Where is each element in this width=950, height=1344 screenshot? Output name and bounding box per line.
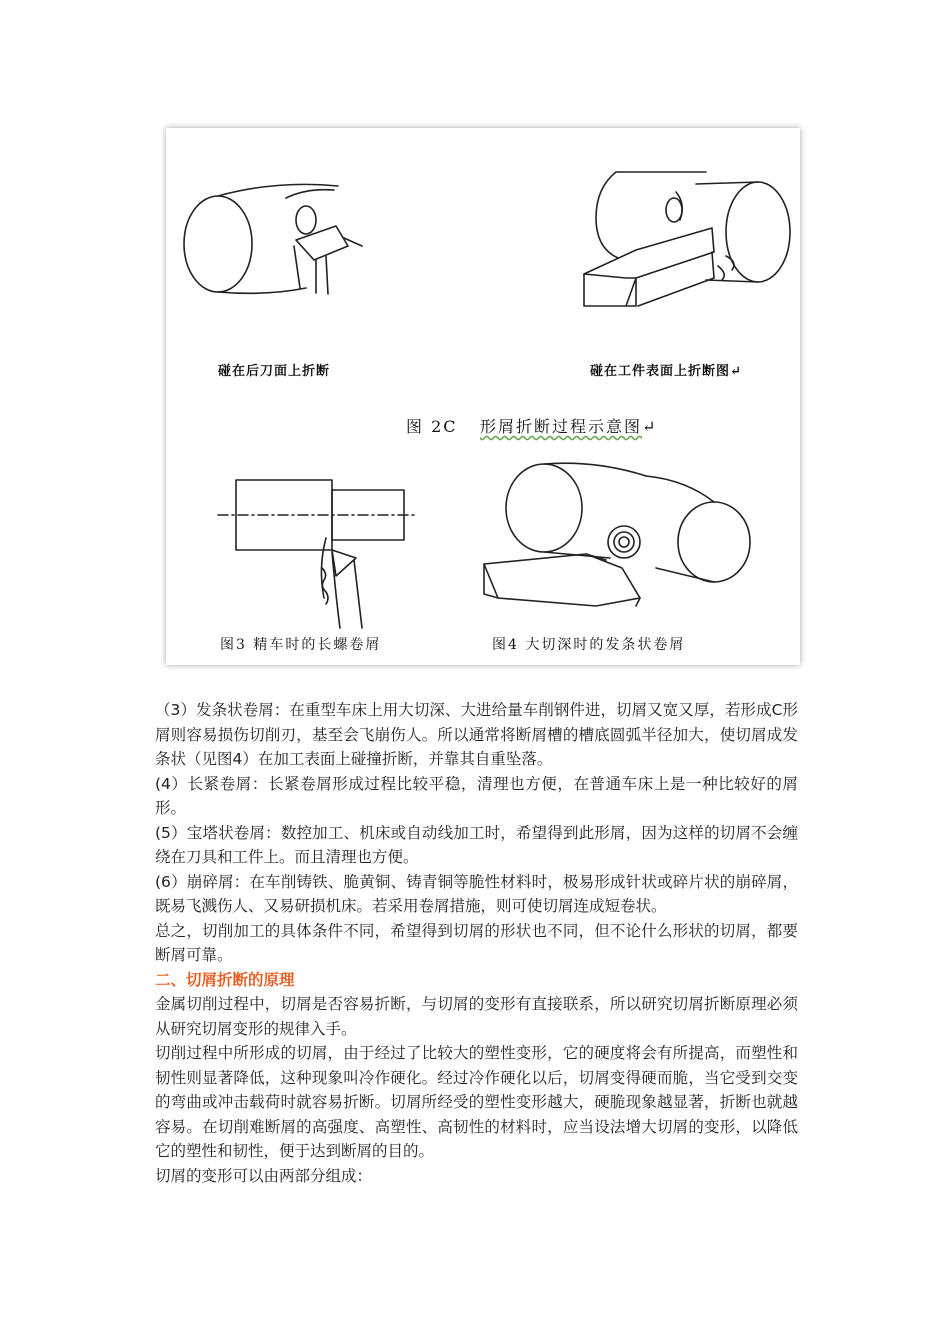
article-body (155, 698, 798, 1188)
paragraph-principle-intro: 金属切削过程中，切屑是否容易折断，与切屑的变形有直接联系，所以研究切屑折断原理必须从研究切屑变形的规律入手。 (155, 995, 798, 1038)
caption-long-spiral: 图3 精车时的长螺卷屑 (220, 637, 382, 653)
chip-breaking-figure (166, 128, 800, 665)
paragraph-long-tight-chip: (4）长紧卷屑：长紧卷屑形成过程比较平稳，清理也方便，在普通车床上是一种比较好的屑形。 (155, 774, 798, 817)
figure-title: 形屑折断过程示意图↵ (480, 417, 658, 436)
sketch-flank-break (184, 184, 362, 294)
paragraph-broken-chip: (6）崩碎屑：在车削铸铁、脆黄铜、铸青铜等脆性材料时，极易形成针状或碎片状的崩碎屑，既易飞溅伤人、又易研损机床。若采用卷屑措施，则可使切屑连成短卷状。 (155, 872, 798, 915)
paragraph-summary: 总之，切削加工的具体条件不同，希望得到切屑的形状也不同，但不论什么形状的切屑，都要断屑可靠。 (155, 921, 798, 964)
paragraph-pagoda-chip: (5）宝塔状卷屑：数控加工、机床或自动线加工时，希望得到此形屑，因为这样的切屑不会缠绕在刀具和工件上。而且清理也方便。 (155, 823, 798, 866)
figure-number: 图 2C (406, 417, 458, 436)
paragraph-spring-chip: （3）发条状卷屑：在重型车床上用大切深、大进给量车削钢件进，切屑又宽又厚，若形成C形屑则容易损伤切削刃，基至会飞崩伤人。所以通常将断屑槽的槽底圆弧半径加大，使切屑成发条状（见图4）在加工表面上碰撞折断，并靠其自重坠落。 (155, 701, 798, 768)
caption-surface-break: 碰在工件表面上折断图↵ (590, 364, 742, 379)
paragraph-deformation-parts: 切屑的变形可以由两部分组成： (155, 1166, 373, 1185)
sketch-surface-break (584, 172, 790, 306)
section-heading: 二、切屑折断的原理 (155, 970, 295, 989)
caption-flank-break: 碰在后刀面上折断 (218, 364, 331, 379)
caption-spring-chip: 图4 大切深时的发条状卷屑 (492, 637, 686, 653)
paragraph-work-hardening: 切削过程中所形成的切屑，由于经过了比较大的塑性变形，它的硬度将会有所提高，而塑性和韧性则显著降低，这种现象叫冷作硬化。经过冷作硬化以后，切屑变得硬而脆，当它受到交变的弯曲或冲击载荷时就容易折断。切屑所经受的塑性变形越大，硬脆现象越显著，折断也就越容易。在切削难断屑的高强度、高塑性、高韧性的材料时，应当设法增大切屑的变形，以降低它的塑性和韧性，便于达到断屑的目的。 (155, 1044, 798, 1160)
sketch-long-spiral (218, 480, 416, 628)
sketch-spring-chip (484, 463, 750, 606)
lathe-sketch-drawings (166, 128, 800, 665)
